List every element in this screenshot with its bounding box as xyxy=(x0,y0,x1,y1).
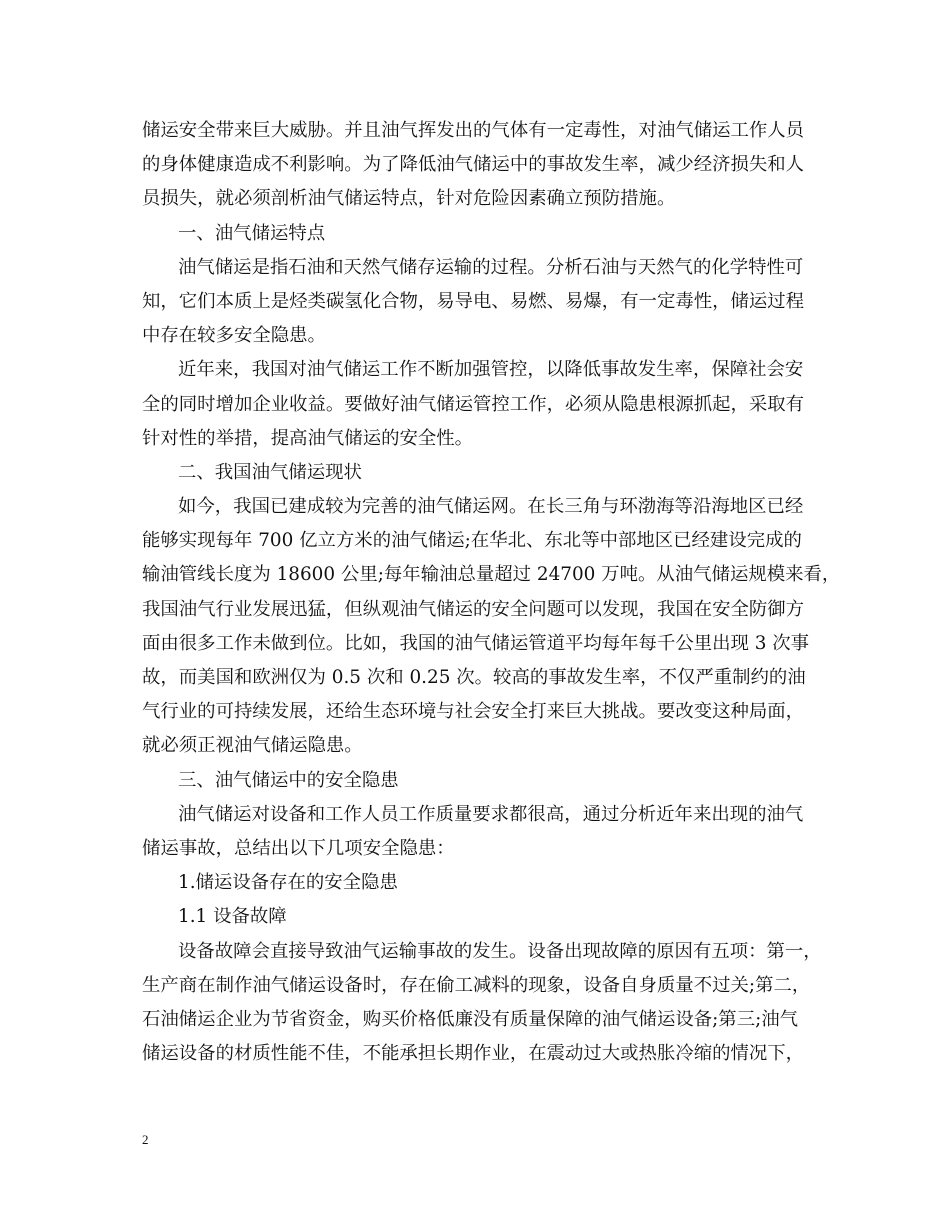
subsection-heading: 1.1 设备故障 xyxy=(178,906,287,928)
text-line: 面由很多工作未做到位。比如，我国的油气储运管道平均每年每千公里出现 3 次事 xyxy=(142,632,810,654)
subsection-heading: 1.储运设备存在的安全隐患 xyxy=(178,872,398,894)
text-line: 就必须正视油气储运隐患。 xyxy=(142,735,363,757)
paragraph-start: 设备故障会直接导致油气运输事故的发生。设备出现故障的原因有五项：第一， xyxy=(178,940,822,962)
section-heading: 二、我国油气储运现状 xyxy=(178,461,362,483)
text-line: 石油储运企业为节省资金，购买价格低廉没有质量保障的油气储运设备;第三;油气 xyxy=(142,1008,799,1030)
text-line: 的身体健康造成不利影响。为了降低油气储运中的事故发生率，减少经济损失和人 xyxy=(142,154,805,176)
text-line: 中存在较多安全隐患。 xyxy=(142,325,326,347)
text-line: 储运安全带来巨大威胁。并且油气挥发出的气体有一定毒性，对油气储运工作人员 xyxy=(142,120,805,141)
document-body xyxy=(142,114,841,1071)
text-line: 储运设备的材质性能不佳，不能承担长期作业，在震动过大或热胀冷缩的情况下， xyxy=(142,1043,805,1065)
text-line: 故，而美国和欧洲仅为 0.5 次和 0.25 次。较高的事故发生率，不仅严重制约的油 xyxy=(142,667,806,688)
section-heading: 一、油气储运特点 xyxy=(178,222,326,244)
section-heading: 三、油气储运中的安全隐患 xyxy=(178,769,399,791)
text-line: 储运事故，总结出以下几项安全隐患： xyxy=(142,837,455,859)
text-line: 输油管线长度为 18600 公里;每年输油总量超过 24700 万吨。从油气储运规模来看， xyxy=(142,564,841,586)
text-line: 我国油气行业发展迅猛，但纵观油气储运的安全问题可以发现，我国在安全防御方 xyxy=(142,598,805,620)
text-line: 员损失，就必须剖析油气储运特点，针对危险因素确立预防措施。 xyxy=(142,188,676,210)
text-line: 知，它们本质上是烃类碳氢化合物，易导电、易燃、易爆，有一定毒性，储运过程 xyxy=(142,290,805,312)
text-line: 能够实现每年 700 亿立方米的油气储运;在华北、东北等中部地区已经建设完成的 xyxy=(142,530,802,552)
paragraph-start: 如今，我国已建成较为完善的油气储运网。在长三角与环渤海等沿海地区已经 xyxy=(178,496,804,518)
paragraph-start: 油气储运对设备和工作人员工作质量要求都很高，通过分析近年来出现的油气 xyxy=(178,803,804,825)
paragraph-start: 近年来，我国对油气储运工作不断加强管控，以降低事故发生率，保障社会安 xyxy=(178,359,804,381)
text-line: 针对性的举措，提高油气储运的安全性。 xyxy=(142,427,474,449)
text-line: 气行业的可持续发展，还给生态环境与社会安全打来巨大挑战。要改变这种局面， xyxy=(142,701,805,723)
page-number: 2 xyxy=(142,1132,149,1147)
text-line: 全的同时增加企业收益。要做好油气储运管控工作，必须从隐患根源抓起，采取有 xyxy=(142,393,805,415)
paragraph-start: 油气储运是指石油和天然气储存运输的过程。分析石油与天然气的化学特性可 xyxy=(178,256,804,278)
text-line: 生产商在制作油气储运设备时，存在偷工减料的现象，设备自身质量不过关;第二， xyxy=(142,974,811,996)
